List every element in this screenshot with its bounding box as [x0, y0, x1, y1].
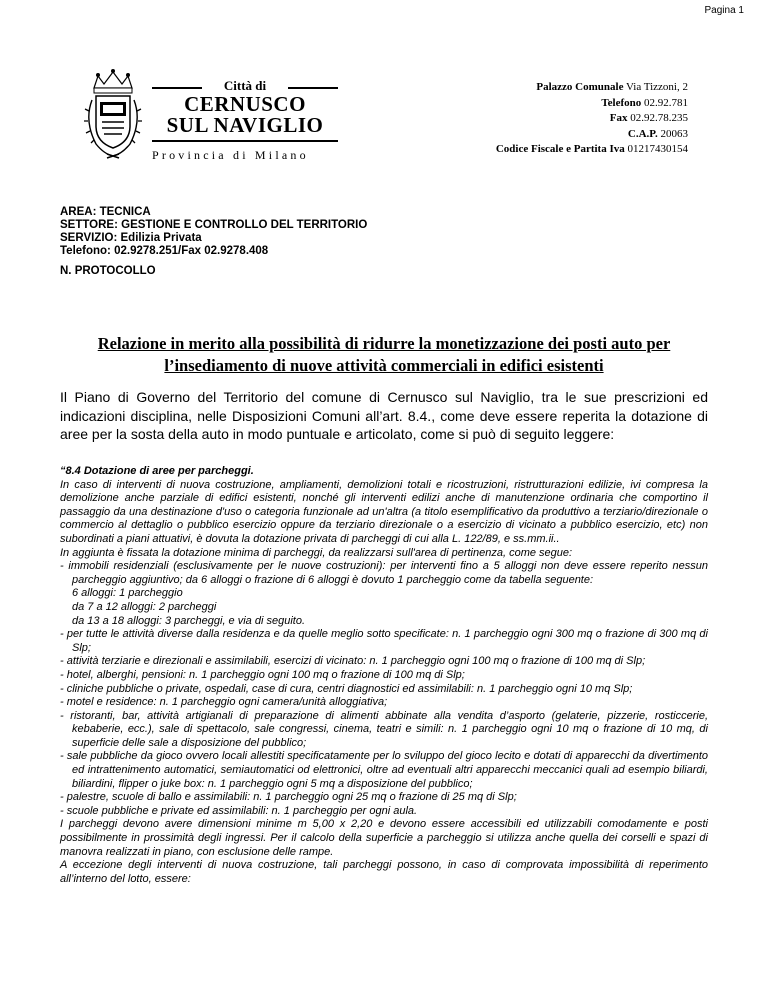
quote-heading: “8.4 Dotazione di aree per parcheggi. [60, 465, 254, 477]
office-servizio: SERVIZIO: Edilizia Privata [60, 232, 202, 244]
quote-paragraph: In caso di interventi di nuova costruzione, ampliamenti, demolizioni totali e ricostruzioni, ristrutturazioni edilizie, ivi compresa la demolizione anche parziale di edifici esistenti, nonché gli interventi edilizi anche di manutenzione ordinaria che comportino il passaggio da una destinazione d'uso o categoria funzionale ad un'altra (a titolo esemplificativo da produttivo a terziario/direzionale o commercio al dettaglio o pubblico esercizio oppure da terziario direzionale o a esercizio di vicinato a pubblico esercizio, etc) non subordinati a piani attuativi, è dovuta la dotazione privata di parcheggi di cui alla L. 122/89, e ss.mm.ii.. [60, 478, 708, 545]
quote-list-item: - attività terziarie e direzionali e assimilabili, esercizi di vicinato: n. 1 parcheggio ogni 100 mq o frazione di 100 mq di Slp; [60, 655, 646, 668]
logo-city-di: Città di [223, 78, 267, 93]
address-line: C.A.P. 20063 [627, 127, 688, 140]
office-area: AREA: TECNICA [60, 206, 151, 218]
page-number: Pagina 1 [704, 5, 744, 16]
logo-underline [152, 140, 338, 142]
address-line: Codice Fiscale e Partita Iva 01217430154 [495, 143, 688, 155]
quoted-article [60, 465, 708, 886]
logo-city-name-2: SUL NAVIGLIO [166, 113, 324, 137]
quote-paragraph: In aggiunta è fissata la dotazione minima di parcheggi, da realizzarsi sull'area di pertinenza, come segue: [60, 546, 573, 559]
quote-list-item: - per tutte le attività diverse dalla residenza e da quelle meglio sotto specificate: n. 1 parcheggio ogni 300 mq o frazione di 300 mq di Slp; [60, 628, 708, 654]
address-line: Telefono 02.92.781 [601, 96, 688, 109]
quote-list-item: - scuole pubbliche e private ed assimilabili: n. 1 parcheggio per ogni aula. [60, 804, 418, 817]
document-title: Relazione in merito alla possibilità di ridurre la monetizzazione dei posti auto per l’insediamento di nuove attività commerciali in edifici esistenti [97, 334, 671, 375]
quote-table-line: da 7 a 12 alloggi: 2 parcheggi [72, 600, 217, 613]
quote-list-item: - ristoranti, bar, attività artigianali di preparazione di alimenti abbinate alla vendita d’asporto (gelaterie, pizzerie, rosticcerie, kebaberie, ecc.), sale di spettacolo, sale congressi, cinema, teatri e simili: n. 1 parcheggio ogni 10 mq o frazione di 10 mq, di superficie delle sale a disposizione del pubblico; [60, 709, 708, 749]
address-block [496, 80, 688, 158]
office-telefono: Telefono: 02.9278.251/Fax 02.9278.408 [60, 245, 269, 257]
office-block [60, 206, 367, 258]
intro-paragraph: Il Piano di Governo del Territorio del comune di Cernusco sul Naviglio, tra le sue prescrizioni ed indicazioni disciplina, nelle Disposizioni Comuni all’art. 8.4., come deve essere reperita la dotazione di aree per la sosta della auto in modo puntuale e articolato, come si può di seguito leggere: [60, 389, 708, 442]
quote-list-item: - sale pubbliche da gioco ovvero locali allestiti specificatamente per lo sviluppo del gioco lecito e dotati di apparecchi da divertimento ed intrattenimento automatici, semiautomatici od elettronici, oltre ad eventuali altri apparecchi meccanici quali ad esempio biliardi, biliardini, flipper o juke box: n. 1 parcheggio ogni 5 mq a disposizione del pubblico; [60, 750, 708, 790]
quote-list-item: - cliniche pubbliche o private, ospedali, case di cura, centri diagnostici ed assimilabili: n. 1 parcheggio ogni 10 mq Slp; [60, 682, 633, 695]
office-settore: SETTORE: GESTIONE E CONTROLLO DEL TERRITORIO [60, 219, 368, 231]
quote-paragraph: A eccezione degli interventi di nuova costruzione, tali parcheggi possono, in caso di comprovata impossibilità di reperimento all’interno del lotto, essere: [60, 859, 708, 885]
address-line: Fax 02.92.78.235 [609, 112, 688, 124]
quote-paragraph: I parcheggi devono avere dimensioni minime m 5,00 x 2,20 e devono essere accessibili ed utilizzabili comodamente e posti possibilmente in prossimità degli ingressi. Per il calcolo della superficie a parcheggio si utilizza anche quella dei corselli e spazi di manovra realizzati in piano, con esclusione delle rampe. [60, 818, 708, 858]
quote-list-item: - hotel, alberghi, pensioni: n. 1 parcheggio ogni 100 mq o frazione di 100 mq di Slp; [60, 668, 465, 681]
quote-list-item: - motel e residence: n. 1 parcheggio ogni camera/unità alloggiativa; [60, 696, 388, 709]
protocol-number: N. PROTOCOLLO [60, 265, 156, 277]
quote-table-line: 6 alloggi: 1 parcheggio [72, 587, 183, 600]
logo-city-name-1: CERNUSCO [184, 92, 306, 116]
quote-list-item: - immobili residenziali (esclusivamente per le nuove costruzioni): per interventi fino a 5 alloggi non deve essere reperito nessun parcheggio aggiuntivo; da 6 alloggi o frazione di 6 alloggi è dovuto 1 parcheggio come da tabella seguente: [60, 560, 708, 586]
logo-province: Provincia di Milano [152, 148, 309, 162]
municipality-logo [82, 66, 342, 162]
coat-of-arms-icon [82, 66, 144, 162]
quote-body [60, 479, 708, 887]
address-line: Palazzo Comunale Via Tizzoni, 2 [536, 81, 688, 93]
quote-table-line: da 13 a 18 alloggi: 3 parcheggi, e via di seguito. [72, 614, 305, 627]
quote-list-item: - palestre, scuole di ballo e assimilabili: n. 1 parcheggio ogni 25 mq o frazione di 25 mq di Slp; [60, 791, 517, 804]
